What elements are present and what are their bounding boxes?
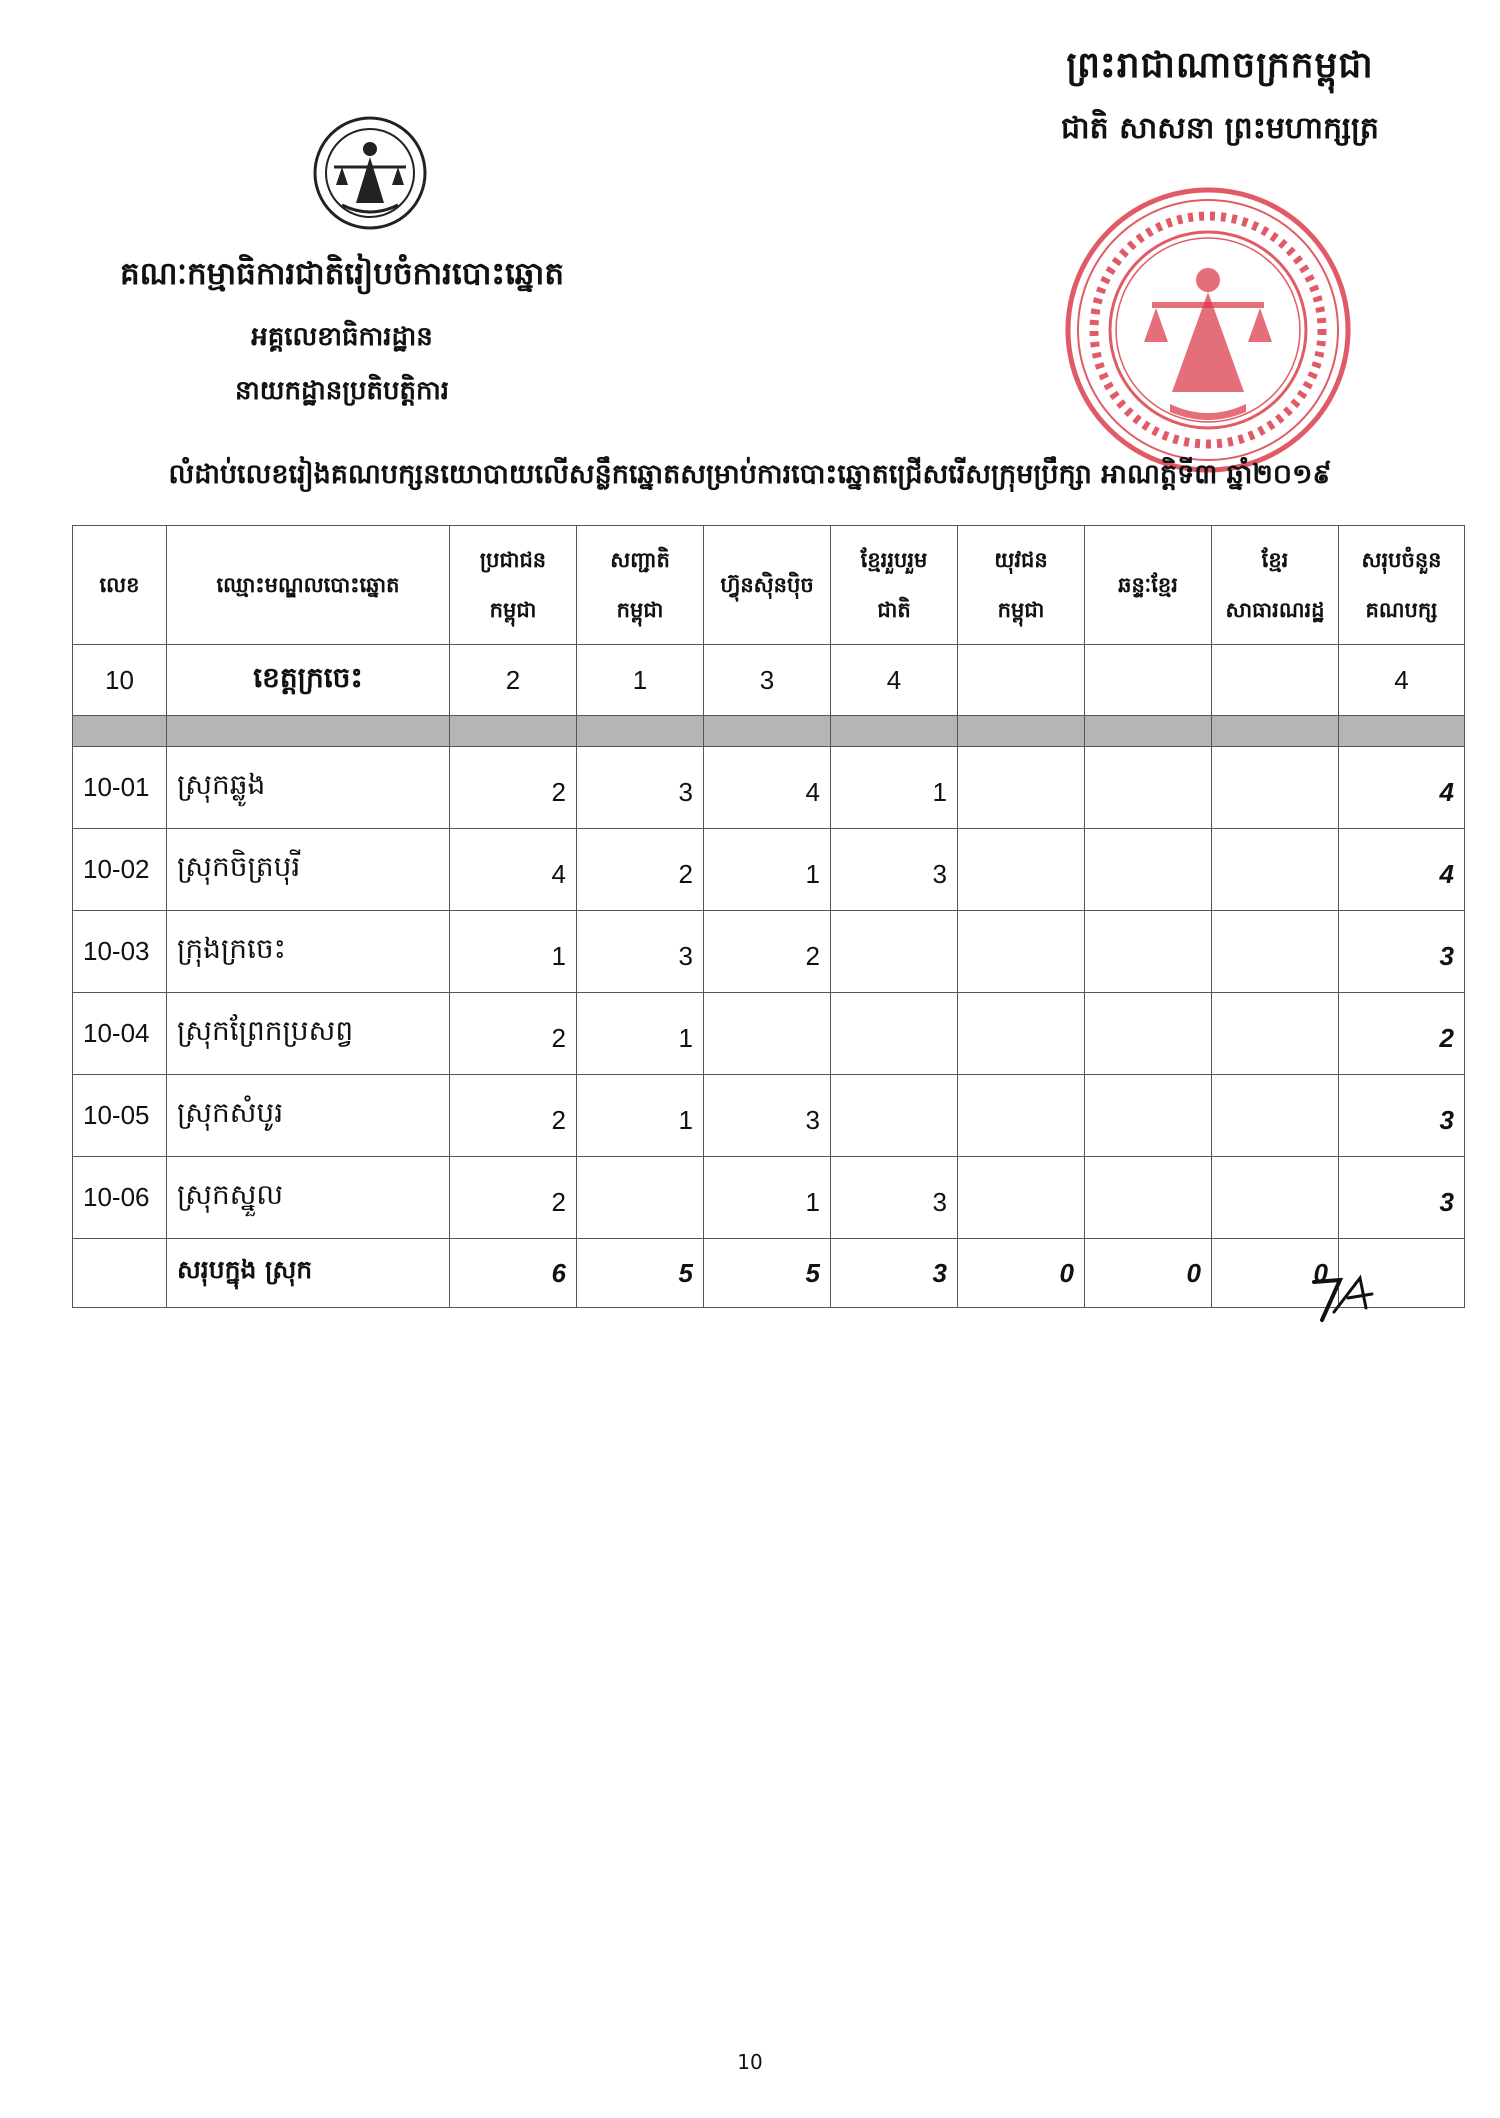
table-cell: 2 [450, 1157, 577, 1239]
header-number: លេខ [73, 526, 167, 645]
table-row [73, 1075, 1465, 1157]
table-cell: 1 [577, 645, 704, 716]
table-cell [577, 1157, 704, 1239]
header-party-khmer-republic: ខ្មែរ សាធារណរដ្ឋ [1212, 526, 1339, 645]
table-cell: 3 [704, 645, 831, 716]
table-cell: 6 [450, 1239, 577, 1308]
table-cell: 5 [577, 1239, 704, 1308]
table-cell: 1 [577, 993, 704, 1075]
table-cell: 1 [577, 1075, 704, 1157]
table-cell [958, 645, 1085, 716]
table-cell [1085, 645, 1212, 716]
district-name: ស្រុកព្រែកប្រសព្វ [167, 993, 450, 1075]
table-cell: 0 [958, 1239, 1085, 1308]
table-cell [958, 829, 1085, 911]
header-party-khmer-united: ខ្មែររួបរួម ជាតិ [831, 526, 958, 645]
table-cell: 1 [831, 747, 958, 829]
table-row [73, 911, 1465, 993]
table-cell: 2 [704, 911, 831, 993]
table-cell: 1 [704, 829, 831, 911]
district-total: 3 [1339, 911, 1465, 993]
table-cell [1212, 747, 1339, 829]
province-total: 4 [1339, 645, 1465, 716]
table-cell: 0 [1212, 1239, 1339, 1308]
table-cell [831, 1075, 958, 1157]
province-name: ខេត្តក្រចេះ [167, 645, 450, 716]
header-party-cpp: ប្រជាជន កម្ពុជា [450, 526, 577, 645]
general-secretariat: អគ្គលេខាធិការដ្ឋាន [251, 322, 433, 352]
table-cell [1212, 1075, 1339, 1157]
table-cell [1085, 1075, 1212, 1157]
official-red-seal [1060, 182, 1356, 478]
national-motto: ជាតិ សាសនា ព្រះមហាក្សត្រ [1061, 111, 1379, 146]
table-cell: 3 [831, 1239, 958, 1308]
table-cell [1085, 993, 1212, 1075]
table-cell: 2 [450, 747, 577, 829]
table-cell: 2 [450, 645, 577, 716]
district-name: ស្រុកស្នួល [167, 1157, 450, 1239]
district-total: 3 [1339, 1157, 1465, 1239]
table-cell: 1 [704, 1157, 831, 1239]
table-cell: 3 [831, 1157, 958, 1239]
separator-row [73, 716, 1465, 747]
district-code: 10-01 [73, 747, 167, 829]
table-cell [831, 911, 958, 993]
district-total: 4 [1339, 829, 1465, 911]
province-code: 10 [73, 645, 167, 716]
table-cell [958, 1075, 1085, 1157]
district-name: ស្រុកសំបូរ [167, 1075, 450, 1157]
table-cell: 3 [577, 747, 704, 829]
handwritten-initial-signature [1308, 1268, 1398, 1328]
district-total: 2 [1339, 993, 1465, 1075]
header-party-khmer-will: ឆន្ទៈខ្មែរ [1085, 526, 1212, 645]
table-row [73, 1157, 1465, 1239]
table-cell [958, 993, 1085, 1075]
table-cell: 5 [704, 1239, 831, 1308]
district-total: 3 [1339, 1075, 1465, 1157]
header-party-funcinpec: ហ៊្វុនស៊ិនប៉ិច [704, 526, 831, 645]
table-row [73, 829, 1465, 911]
table-cell: 2 [450, 1075, 577, 1157]
table-row [73, 993, 1465, 1075]
table-cell [1085, 829, 1212, 911]
district-name: ក្រុងក្រចេះ [167, 911, 450, 993]
header-party-youth: យុវជន កម្ពុជា [958, 526, 1085, 645]
table-cell: 4 [450, 829, 577, 911]
district-name: ស្រុកឆ្លូង [167, 747, 450, 829]
district-code: 10-02 [73, 829, 167, 911]
table-row [73, 747, 1465, 829]
district-code: 10-05 [73, 1075, 167, 1157]
table-cell: 2 [577, 829, 704, 911]
table-cell: 3 [831, 829, 958, 911]
district-name: ស្រុកចិត្របុរី [167, 829, 450, 911]
party-order-table [72, 525, 1465, 1308]
table-cell: 1 [450, 911, 577, 993]
table-cell: 3 [577, 911, 704, 993]
district-code: 10-04 [73, 993, 167, 1075]
kingdom-title: ព្រះរាជាណាចក្រកម្ពុជា [1066, 45, 1374, 86]
table-cell [958, 747, 1085, 829]
district-code: 10-06 [73, 1157, 167, 1239]
district-code: 10-03 [73, 911, 167, 993]
table-cell [1212, 829, 1339, 911]
table-cell: 4 [831, 645, 958, 716]
header-constituency: ឈ្មោះមណ្ឌលបោះឆ្នោត [167, 526, 450, 645]
operations-department: នាយកដ្ឋានប្រតិបត្តិការ [234, 376, 450, 406]
page-number: 10 [737, 2050, 763, 2074]
issuing-organization [92, 255, 592, 412]
summary-label: សរុបក្នុង ស្រុក [167, 1239, 450, 1308]
table-cell [1212, 1157, 1339, 1239]
organization-name: គណៈកម្មាធិការជាតិរៀបចំការបោះឆ្នោត [119, 256, 565, 292]
document-title: លំដាប់លេខរៀងគណបក្សនយោបាយលើសន្លឹកឆ្នោតសម្រាប់ការបោះឆ្នោតជ្រើសរើសក្រុមប្រឹក្សា អាណត្តិទី៣ ឆ្នាំ២០១៩ [168, 459, 1332, 490]
table-cell: 0 [1085, 1239, 1212, 1308]
table-cell [1212, 645, 1339, 716]
summary-blank [73, 1239, 167, 1308]
nec-logo-emblem [312, 115, 428, 231]
province-row [73, 645, 1465, 716]
table-cell [1085, 1157, 1212, 1239]
header-party-nationality: សញ្ជាតិ កម្ពុជា [577, 526, 704, 645]
table-cell [831, 993, 958, 1075]
table-cell: 3 [704, 1075, 831, 1157]
table-cell [1085, 911, 1212, 993]
table-cell: 4 [704, 747, 831, 829]
table-cell [958, 911, 1085, 993]
kingdom-header [1030, 42, 1410, 153]
table-cell [958, 1157, 1085, 1239]
table-header-row [73, 526, 1465, 645]
summary-row [73, 1239, 1465, 1308]
table-cell [1085, 747, 1212, 829]
header-total-parties: សរុបចំនួន គណបក្ស [1339, 526, 1465, 645]
district-total: 4 [1339, 747, 1465, 829]
table-cell: 2 [450, 993, 577, 1075]
table-cell [1212, 911, 1339, 993]
table-cell [704, 993, 831, 1075]
table-cell [1212, 993, 1339, 1075]
